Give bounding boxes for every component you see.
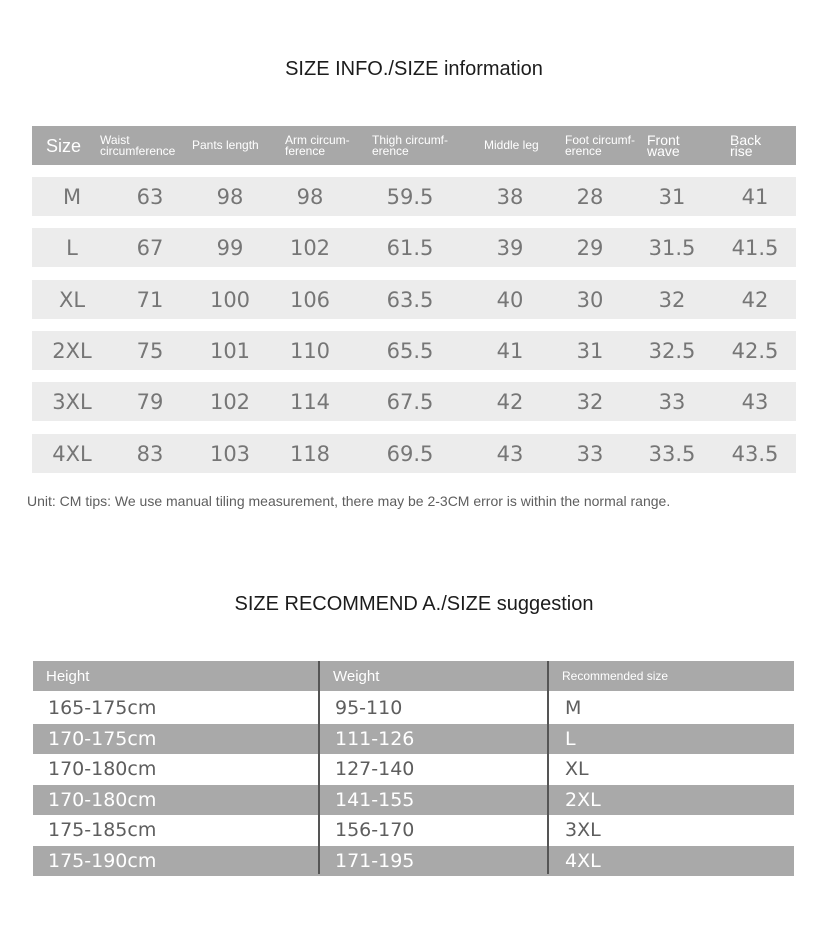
measurement-value: 43.5 <box>731 441 779 466</box>
measurement-value: 32 <box>658 287 686 312</box>
size-label: M <box>62 184 82 209</box>
measurement-value: 79 <box>136 389 164 414</box>
measurement-value: 118 <box>289 441 331 466</box>
measurement-value: 41.5 <box>731 235 779 260</box>
recommended-size-value: 3XL <box>565 819 601 841</box>
recommended-size-value: XL <box>565 758 589 780</box>
measurement-value: 42 <box>741 287 769 312</box>
size-table-header <box>32 126 796 165</box>
measurement-value: 31 <box>576 338 604 363</box>
measurement-value: 63 <box>136 184 164 209</box>
weight-value: 141-155 <box>335 788 415 811</box>
height-value: 170-180cm <box>48 788 157 811</box>
measurement-value: 61.5 <box>386 235 434 260</box>
table-row <box>32 228 796 267</box>
measurement-value: 31.5 <box>648 235 696 260</box>
table-row <box>32 331 796 370</box>
size-label: 4XL <box>52 441 92 466</box>
weight-value: 95-110 <box>335 697 403 719</box>
measurement-value: 41 <box>496 338 524 363</box>
height-value: 170-180cm <box>48 758 157 780</box>
header-front-wave: Front wave <box>647 131 680 159</box>
measurement-value: 43 <box>496 441 524 466</box>
size-recommend-title: SIZE RECOMMEND A./SIZE suggestion <box>234 593 594 615</box>
measurement-value: 67 <box>136 235 164 260</box>
measurement-value: 32 <box>576 389 604 414</box>
recommended-size-value: 4XL <box>565 849 601 872</box>
column-divider <box>547 661 549 874</box>
measurement-value: 43 <box>741 389 769 414</box>
weight-value: 127-140 <box>335 758 415 780</box>
measurement-value: 71 <box>136 287 164 312</box>
recommended-size-value: 2XL <box>565 788 601 811</box>
table-row <box>32 382 796 421</box>
header-middle-leg: Middle leg <box>484 138 539 152</box>
size-info-title: SIZE INFO./SIZE information <box>285 58 543 80</box>
header-foot: Foot circumf- erence <box>565 132 636 158</box>
header-height: Height <box>46 667 90 685</box>
table-row <box>33 724 794 754</box>
measurement-value: 42.5 <box>731 338 779 363</box>
measurement-value: 69.5 <box>386 441 434 466</box>
height-value: 170-175cm <box>48 727 157 750</box>
measurement-value: 98 <box>216 184 244 209</box>
measurement-value: 63.5 <box>386 287 434 312</box>
size-label: XL <box>58 287 86 312</box>
measurement-value: 98 <box>296 184 324 209</box>
recommended-size-value: M <box>565 697 582 719</box>
measurement-value: 42 <box>496 389 524 414</box>
recommend-header <box>33 661 794 691</box>
header-weight: Weight <box>333 667 380 685</box>
table-row <box>32 280 796 319</box>
measurement-value: 33 <box>658 389 686 414</box>
measurement-value: 65.5 <box>386 338 434 363</box>
header-waist: Waist circumference <box>100 132 176 158</box>
measurement-value: 114 <box>289 389 331 414</box>
size-label: L <box>66 235 78 260</box>
measurement-value: 30 <box>576 287 604 312</box>
weight-value: 171-195 <box>335 849 415 872</box>
table-row <box>33 846 794 876</box>
table-row <box>32 434 796 473</box>
measurement-value: 110 <box>289 338 331 363</box>
measurement-value: 28 <box>576 184 604 209</box>
measurement-value: 101 <box>209 338 251 363</box>
measurement-value: 38 <box>496 184 524 209</box>
measurement-value: 32.5 <box>648 338 696 363</box>
measurement-note: Unit: CM tips: We use manual tiling measurement, there may be 2-3CM error is within the normal range. <box>27 493 671 509</box>
size-label: 3XL <box>52 389 92 414</box>
measurement-value: 39 <box>496 235 524 260</box>
height-value: 175-190cm <box>48 849 157 872</box>
recommended-size-value: L <box>565 727 576 750</box>
measurement-value: 83 <box>136 441 164 466</box>
measurement-value: 103 <box>209 441 251 466</box>
table-row <box>33 785 794 815</box>
header-recommended-size: Recommended size <box>562 669 669 683</box>
measurement-value: 99 <box>216 235 244 260</box>
measurement-value: 33.5 <box>648 441 696 466</box>
measurement-value: 102 <box>289 235 331 260</box>
height-value: 175-185cm <box>48 819 157 841</box>
measurement-value: 41 <box>741 184 769 209</box>
measurement-value: 31 <box>658 184 686 209</box>
measurement-value: 75 <box>136 338 164 363</box>
table-row <box>33 693 794 723</box>
header-size: Size <box>46 135 82 156</box>
height-value: 165-175cm <box>48 697 157 719</box>
measurement-value: 67.5 <box>386 389 434 414</box>
header-arm: Arm circum- ference <box>285 132 350 158</box>
size-label: 2XL <box>52 338 92 363</box>
weight-value: 111-126 <box>335 727 415 750</box>
column-divider <box>318 661 320 874</box>
measurement-value: 59.5 <box>386 184 434 209</box>
table-row <box>33 815 794 845</box>
header-thigh: Thigh circumf- erence <box>372 132 449 158</box>
measurement-value: 102 <box>209 389 251 414</box>
weight-value: 156-170 <box>335 819 415 841</box>
measurement-value: 33 <box>576 441 604 466</box>
table-row <box>33 754 794 784</box>
measurement-value: 29 <box>576 235 604 260</box>
header-pants-length: Pants length <box>192 138 259 152</box>
measurement-value: 40 <box>496 287 524 312</box>
measurement-value: 100 <box>209 287 251 312</box>
header-back-rise: Back rise <box>730 131 762 159</box>
table-row <box>32 177 796 216</box>
measurement-value: 106 <box>289 287 331 312</box>
